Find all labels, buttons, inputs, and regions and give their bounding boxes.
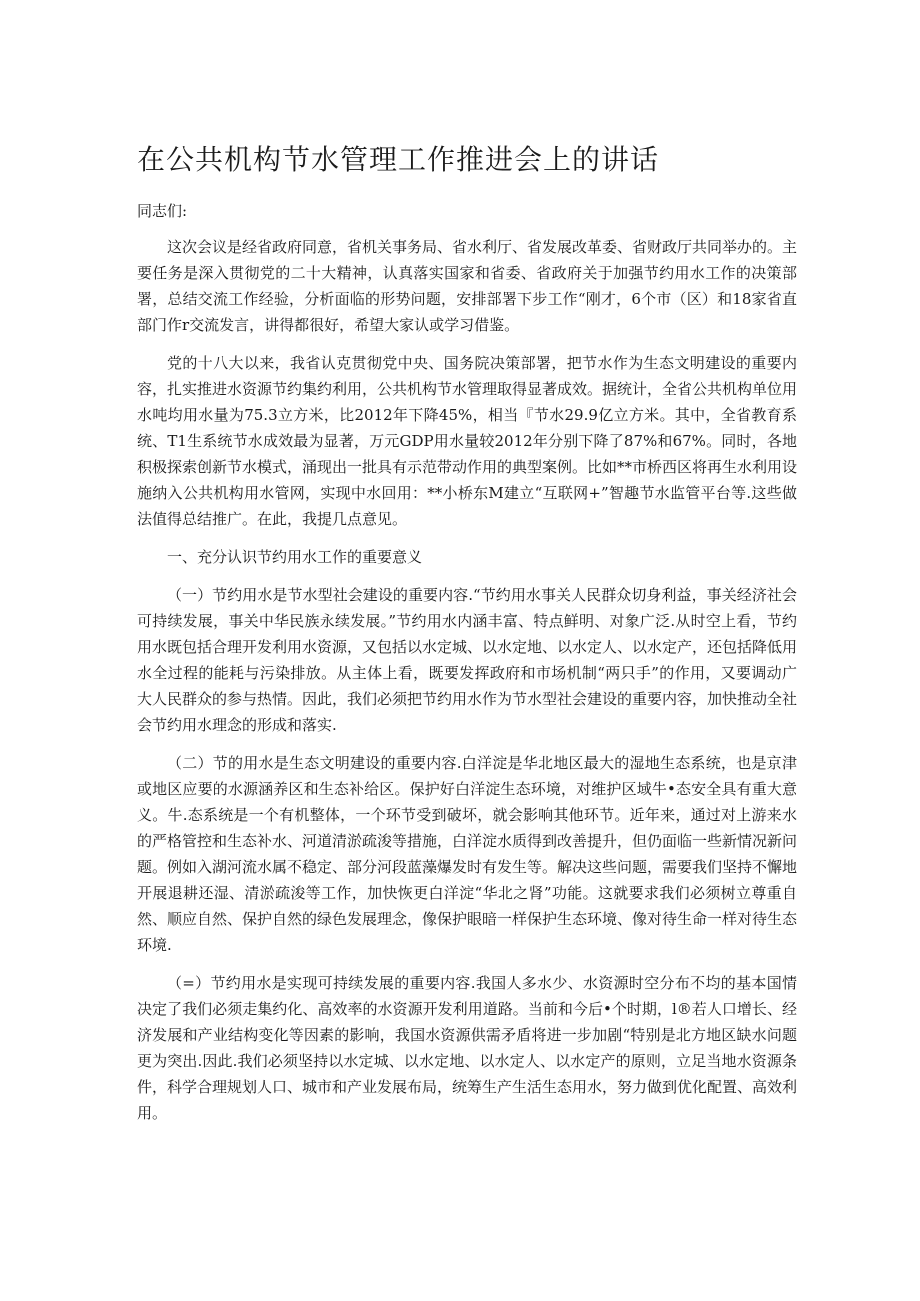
subsection-paragraph-3: （=）节约用水是实现可持续发展的重要内容.我国人多水少、水资源时空分布不均的基本国情决定了我们必须走集约化、高效率的水资源开发利用道路。当前和今后•个时期，l®若人口增长、经济发展和产业结构变化等因素的影响，我国水资源供需矛盾将进一步加剧“特别是北方地区缺水问题更为突出.因此.我们必须坚持以水定城、以水定地、以水定人、以水定产的原则，立足当地水资源条件，科学合理规划人口、城市和产业发展布局，统筹生产生活生态用水，努力做到优化配置、高效利用。 <box>137 974 798 1122</box>
subsection-paragraph-1: （一）节约用水是节水型社会建设的重要内容.“节约用水事关人民群众切身利益，事关经济社会可持续发展，事关中华民族永续发展。”节约用水内涵丰富、特点鲜明、对象广泛.从时空上看，节约用水既包括合理开发利用水资源，又包括以水定城、以水定地、以水定人、以水定产，还包括降低用水全过程的能耗与污染排放。从主体上看，既要发挥政府和市场机制“两只手”的作用，又要调动广大人民群众的参与热情。因此，我们必须把节约用水作为节水型社会建设的重要内容，加快推动全社会节约用水理念的形成和落实. <box>137 586 798 734</box>
document-page <box>137 138 797 1138</box>
subsection-paragraph-2: （二）节的用水是生态文明建设的重要内容.白洋淀是华北地区最大的湿地生态系统，也是京津或地区应要的水源涵养区和生态补给区。保护好白洋淀生态环境，对维护区域牛•态安全具有重大意义。牛.态系统是一个有机整体，一个环节受到破坏，就会影响其他环节。近年来，通过对上游来水的严格管控和生态补水、河道清淤疏浚等措施，白洋淀水质得到改善提升，但仍面临一些新情况新问题。例如入湖河流水属不稳定、部分河段蓝藻爆发时有发生等。解决这些问题，需要我们坚持不懈地开展退耕还湿、清淤疏浚等工作，加快恢更白洋淀“华北之肾”功能。这就要求我们必须树立尊重自然、顺应自然、保护自然的绿色发展理念，像保护眼暗一样保护生态环境、像对待生命一样对待生态环境. <box>137 754 798 954</box>
paragraph-achievements: 党的十八大以来，我省认克贯彻党中央、国务院决策部署，把节水作为生态文明建设的重要内容，扎实推进水资源节约集约利用，公共机构节水管理取得显著成效。据统计，全省公共机构单位用水吨均用水量为75.3立方米，比2012年下降45%，相当『节水29.9亿立方米。其中，全省教育系统、T1生系统节水成效最为显著，万元GDP用水量较2012年分别下降了87%和67%。同时，各地积极探索创新节水模式，涌现出一批具有示范带动作用的典型案例。比如**市桥西区将再生水利用设施纳入公共机构用水管网，实现中水回用：**小桥东M建立“互联网+”智趣节水监管平台等.这些做法值得总结推广。在此，我提几点意见。 <box>137 354 798 528</box>
document-title: 在公共机构节水管理工作推进会上的讲话 <box>137 143 660 176</box>
section-heading-1: 一、充分认识节约用水工作的重要意义 <box>167 548 423 566</box>
salutation: 同志们: <box>137 202 188 220</box>
paragraph-intro: 这次会议是经省政府同意，省机关事务局、省水利厅、省发展改革委、省财政厅共同举办的。主要任务是深入贯彻党的二十大精神，认真落实国家和省委、省政府关于加强节约用水工作的决策部署，总结交流工作经验，分析面临的形势问题，安排部署下步工作“刚才，6个市（区）和18家省直部门作r交流发言，讲得都很好，希望大家认或学习借鉴。 <box>137 238 798 334</box>
